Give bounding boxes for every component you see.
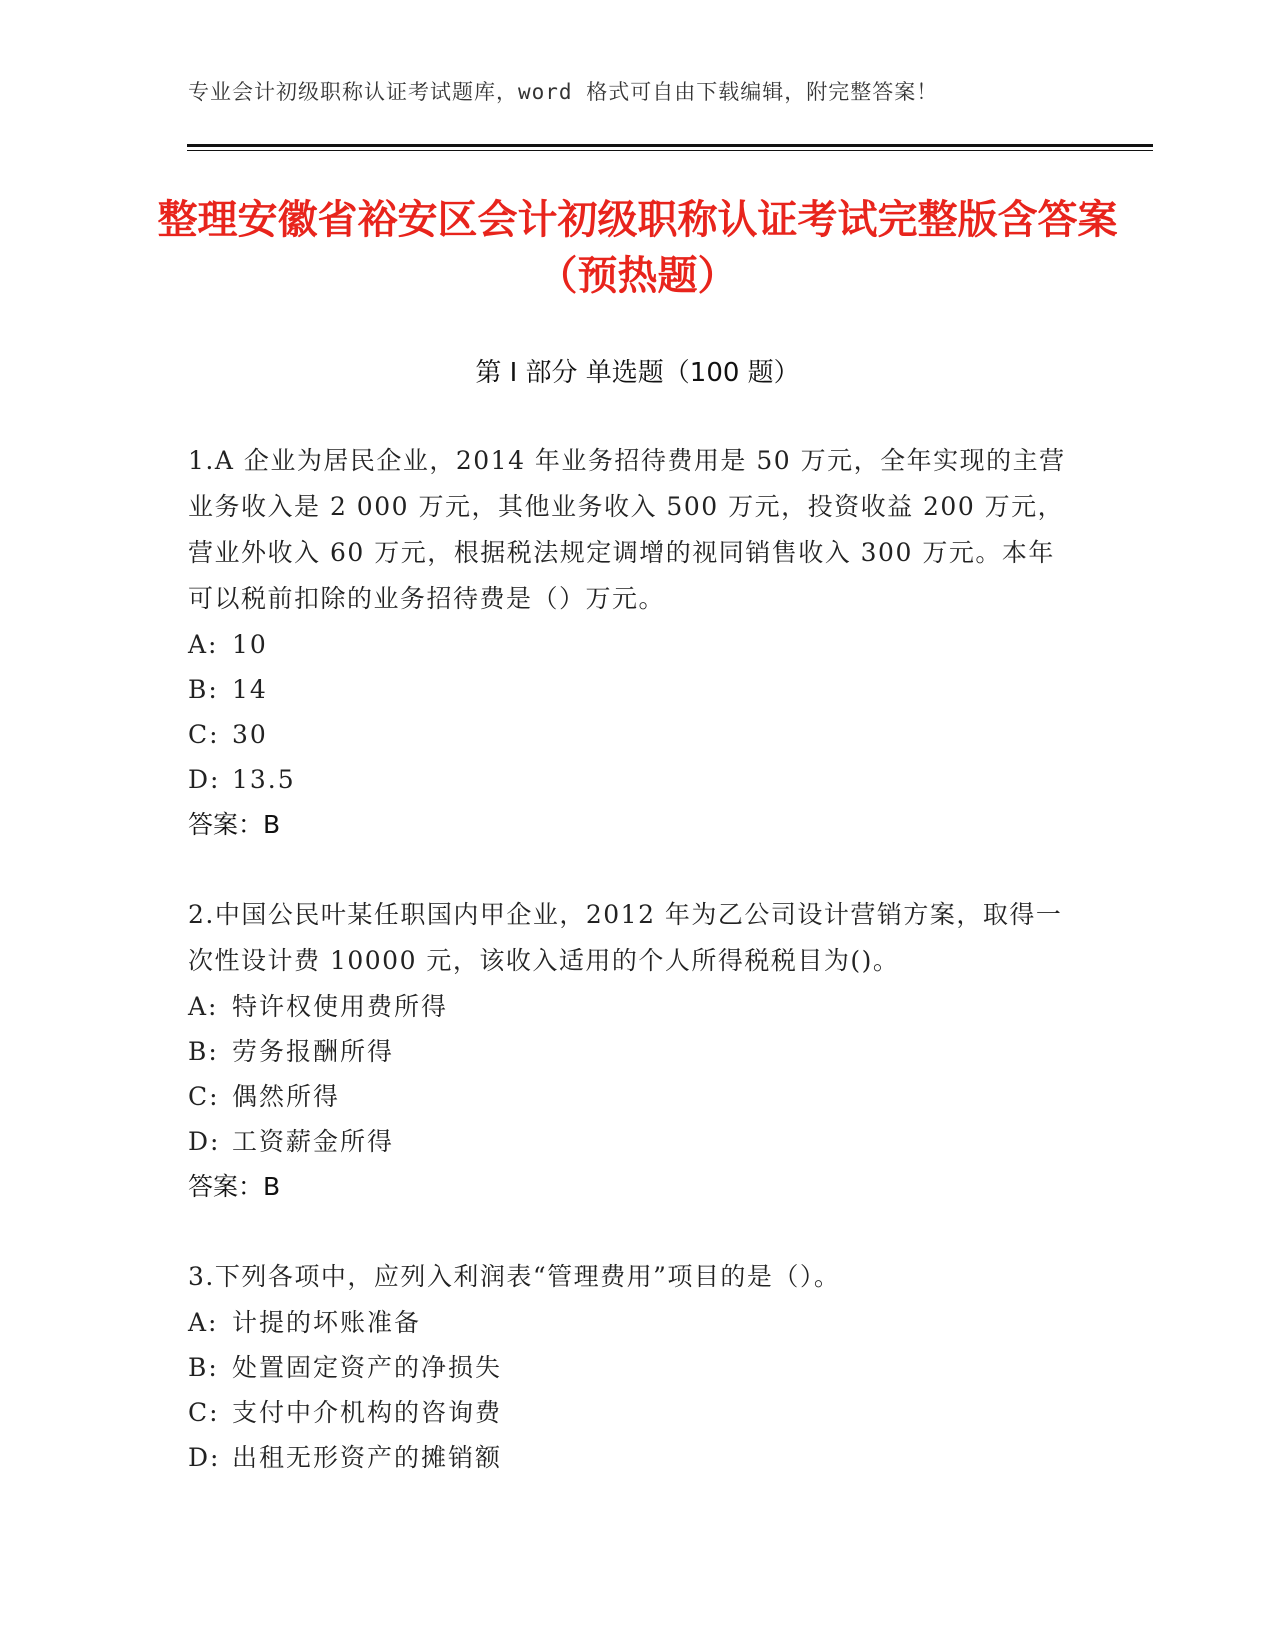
option-letter: B:	[188, 1037, 219, 1066]
option-a	[188, 622, 1078, 667]
option-text: 偶然所得	[232, 1082, 341, 1111]
option-d	[188, 1435, 1078, 1480]
question-stem: 1.A 企业为居民企业，2014 年业务招待费用是 50 万元，全年实现的主营业务收入是 2 000 万元，其他业务收入 500 万元，投资收益 200 万元，营业外收入 60 万元，根据税法规定调增的视同销售收入 300 万元。本年可以税前扣除的业务招待费是（）万元。	[188, 446, 1066, 613]
question-list	[188, 438, 1078, 1524]
option-a	[188, 984, 1078, 1029]
option-text: 劳务报酬所得	[232, 1037, 395, 1066]
option-letter: D:	[188, 1127, 221, 1156]
header-divider-thick	[187, 144, 1153, 147]
question-3	[188, 1254, 1078, 1480]
section-title: 第 I 部分 单选题（100 题）	[475, 358, 800, 388]
option-c	[188, 1074, 1078, 1119]
option-text: 14	[232, 675, 268, 704]
option-letter: C:	[188, 720, 220, 749]
option-text: 支付中介机构的咨询费	[232, 1398, 503, 1427]
option-text: 计提的坏账准备	[232, 1308, 422, 1337]
header-divider-thin	[187, 150, 1153, 151]
header-note: 专业会计初级职称认证考试题库，word 格式可自由下载编辑，附完整答案！	[188, 80, 939, 104]
option-c	[188, 712, 1078, 757]
answer: 答案：B	[188, 1172, 281, 1201]
option-letter: C:	[188, 1082, 220, 1111]
option-b	[188, 1029, 1078, 1074]
option-letter: A:	[188, 630, 219, 659]
option-a	[188, 1300, 1078, 1345]
question-stem: 2.中国公民叶某任职国内甲企业，2012 年为乙公司设计营销方案，取得一次性设计费 10000 元，该收入适用的个人所得税税目为()。	[188, 900, 1063, 975]
option-text: 特许权使用费所得	[232, 992, 449, 1021]
option-b	[188, 1345, 1078, 1390]
option-letter: D:	[188, 1443, 221, 1472]
option-d	[188, 1119, 1078, 1164]
option-text: 工资薪金所得	[232, 1127, 395, 1156]
question-stem: 3.下列各项中，应列入利润表“管理费用”项目的是（）。	[188, 1262, 841, 1291]
option-text: 处置固定资产的净损失	[232, 1353, 503, 1382]
option-letter: C:	[188, 1398, 220, 1427]
option-text: 13.5	[232, 765, 296, 794]
option-letter: D:	[188, 765, 221, 794]
option-c	[188, 1390, 1078, 1435]
answer: 答案：B	[188, 810, 281, 839]
option-text: 出租无形资产的摊销额	[232, 1443, 503, 1472]
option-letter: A:	[188, 1308, 219, 1337]
option-text: 30	[232, 720, 268, 749]
option-text: 10	[232, 630, 268, 659]
option-letter: A:	[188, 992, 219, 1021]
document-title: 整理安徽省裕安区会计初级职称认证考试完整版含答案（预热题）	[157, 197, 1118, 299]
question-2	[188, 892, 1078, 1210]
option-letter: B:	[188, 675, 219, 704]
option-b	[188, 667, 1078, 712]
question-1	[188, 438, 1078, 848]
option-letter: B:	[188, 1353, 219, 1382]
option-d	[188, 757, 1078, 802]
